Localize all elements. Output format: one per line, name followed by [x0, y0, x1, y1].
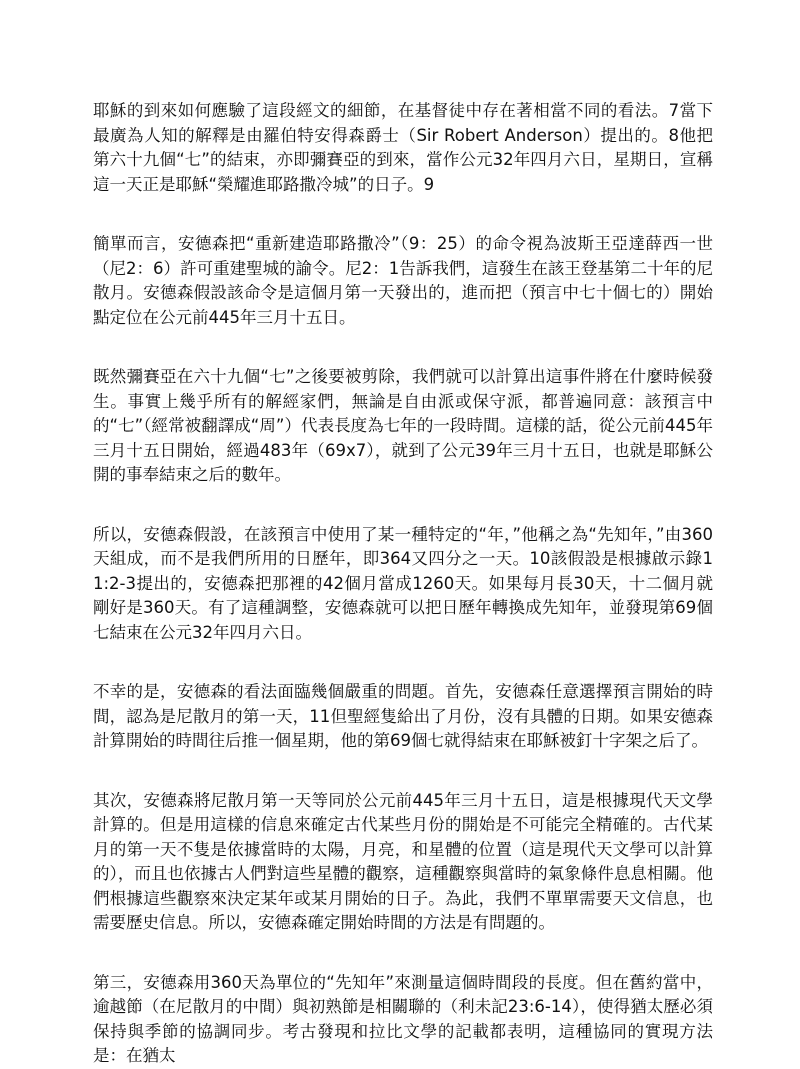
paragraph-2: 簡單而言，安德森把“重新建造耶路撒冷”（9：25）的命令視為波斯王亞達薛西一世（尼2：6）許可重建聖城的諭令。尼2：1告訴我們，這發生在該王登基第二十年的尼散月。安德森假設該命令是這個月第一天發出的，進而把（預言中七十個七的）開始點定位在公元前445年三月十五日。 [93, 234, 713, 327]
paragraph-4: 所以，安德森假設，在該預言中使用了某一種特定的“年，”他稱之為“先知年，”由360天組成，而不是我們所用的日歷年，即364又四分之一天。10該假設是根據啟示錄11:2-3提出的，安德森把那裡的42個月當成1260天。如果每月長30天，十二個月就剛好是360天。有了這種調整，安德森就可以把日歷年轉換成先知年，並發現第69個七結束在公元32年四月六日。 [93, 524, 713, 642]
paragraph-3: 既然彌賽亞在六十九個“七”之後要被剪除，我們就可以計算出這事件將在什麼時候發生。事實上幾乎所有的解經家們，無論是自由派或保守派，都普遍同意：該預言中的“七”（經常被翻譯成“周”）代表長度為七年的一段時間。這樣的話，從公元前445年三月十五日開始，經過483年（69x7），就到了公元39年三月十五日，也就是耶穌公開的事奉結束之后的數年。 [93, 367, 713, 484]
paragraph-1: 耶穌的到來如何應驗了這段經文的細節，在基督徒中存在著相當不同的看法。7當下最廣為人知的解釋是由羅伯特安得森爵士（Sir Robert Anderson）提出的。8他把第六十九個“七”的結束，亦即彌賽亞的到來，當作公元32年四月六日，星期日，宣稱這一天正是耶穌“榮耀進耶路撒冷城”的日子。9 [93, 101, 713, 194]
document-body [93, 99, 713, 1069]
paragraph-6: 其次，安德森將尼散月第一天等同於公元前445年三月十五日，這是根據現代天文學計算的。但是用這樣的信息來確定古代某些月份的開始是不可能完全精確的。古代某月的第一天不隻是依據當時的太陽，月亮，和星體的位置（這是現代天文學可以計算的），而且也依據古人們對這些星體的觀察，這種觀察與當時的氣象條件息息相關。他們根據這些觀察來決定某年或某月開始的日子。為此，我們不單單需要天文信息，也需要歷史信息。所以，安德森確定開始時間的方法是有問題的。 [93, 790, 713, 932]
paragraph-7: 第三，安德森用360天為單位的“先知年”來測量這個時間段的長度。但在舊約當中，逾越節（在尼散月的中間）與初熟節是相關聯的（利未記23:6-14），使得猶太歷必須保持與季節的協調同步。考古發現和拉比文學的記載都表明，這種協同的實現方法是：在猶太 [93, 972, 713, 1065]
paragraph-5: 不幸的是，安德森的看法面臨幾個嚴重的問題。首先，安德森任意選擇預言開始的時間，認為是尼散月的第一天，11但聖經隻給出了月份，沒有具體的日期。如果安德森計算開始的時間往后推一個星期，他的第69個七就得結束在耶穌被釘十字架之后了。 [93, 682, 713, 750]
